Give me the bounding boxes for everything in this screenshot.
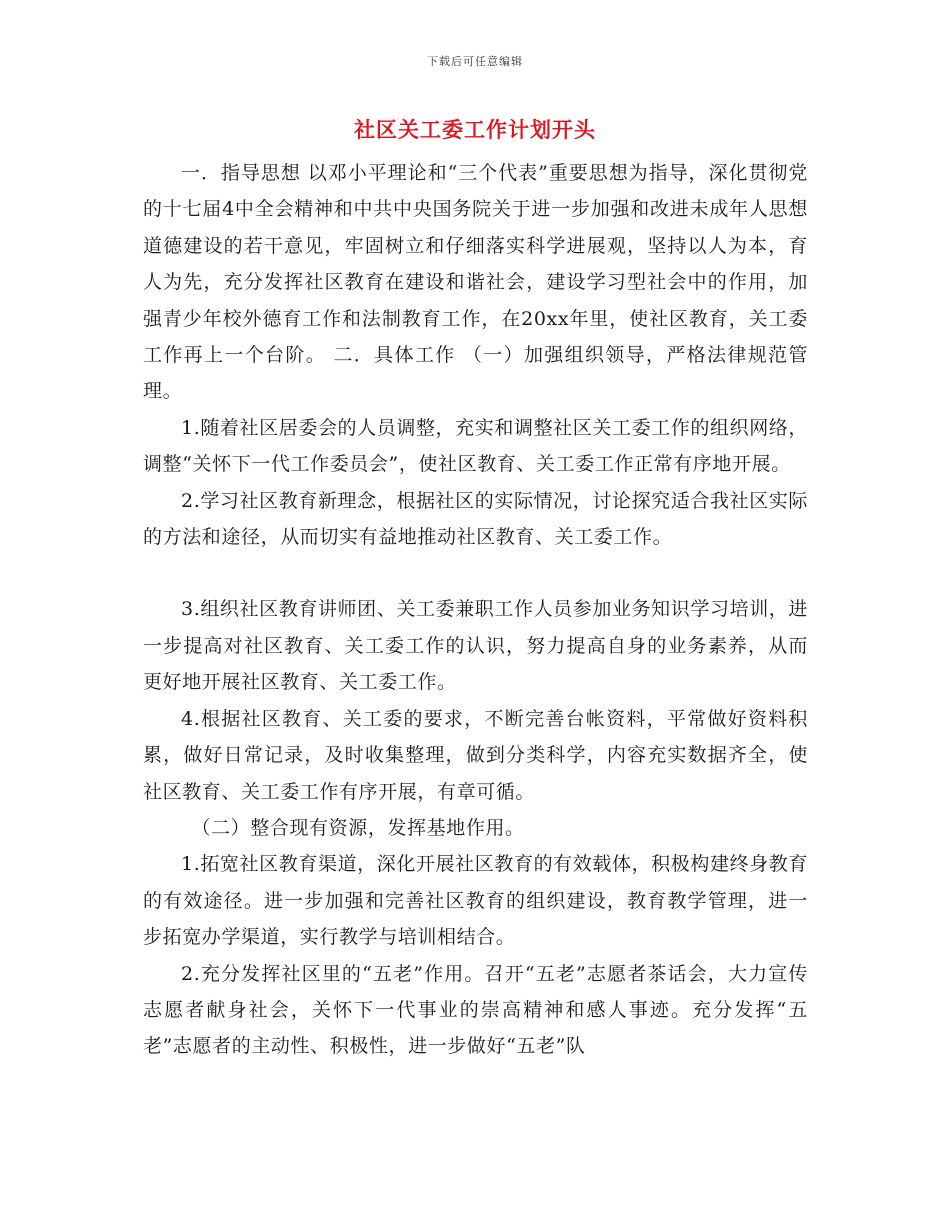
document-title: 社区关工委工作计划开头 <box>354 117 596 142</box>
paragraph-section-2-item-1: 1.拓宽社区教育渠道，深化开展社区教育的有效载体，积极构建终身教育的有效途径。进一步加强和完善社区教育的组织建设，教育教学管理，进一步拓宽办学渠道，实行教学与培训相结合。 <box>143 853 808 949</box>
paragraph-item-2: 2.学习社区教育新理念，根据社区的实际情况，讨论探究适合我社区实际的方法和途径，从而切实有益地推动社区教育、关工委工作。 <box>143 489 808 549</box>
paragraph-section-2-item-2: 2.充分发挥社区里的“五老”作用。召开“五老”志愿者茶话会，大力宣传志愿者献身社会，关怀下一代事业的崇高精神和感人事迹。充分发挥“五老”志愿者的主动性、积极性，进一步做好“五老”队 <box>143 962 808 1058</box>
paragraph-section-2-heading: （二）整合现有资源，发挥基地作用。 <box>191 816 525 839</box>
paragraph-guiding-ideology: 一．指导思想 以邓小平理论和“三个代表”重要思想为指导，深化贯彻党的十七届4中全会精神和中共中央国务院关于进一步加强和改进未成年人思想道德建设的若干意见，牢固树立和仔细落实科学进展观，坚持以人为本，育人为先，充分发挥社区教育在建设和谐社会，建设学习型社会中的作用，加强青少年校外德育工作和法制教育工作，在20xx年里，使社区教育，关工委工作再上一个台阶。 二．具体工作 （一）加强组织领导，严格法律规范管理。 <box>143 162 808 403</box>
paragraph-item-1: 1.随着社区居委会的人员调整，充实和调整社区关工委工作的组织网络，调整“关怀下一代工作委员会”，使社区教育、关工委工作正常有序地开展。 <box>143 416 808 476</box>
paragraph-item-3: 3.组织社区教育讲师团、关工委兼职工作人员参加业务知识学习培训，进一步提高对社区教育、关工委工作的认识，努力提高自身的业务素养，从而更好地开展社区教育、关工委工作。 <box>143 598 808 694</box>
document-body <box>143 155 808 1065</box>
paragraph-item-4: 4.根据社区教育、关工委的要求，不断完善台帐资料，平常做好资料积累，做好日常记录，及时收集整理，做到分类科学，内容充实数据齐全，使社区教育、关工委工作有序开展，有章可循。 <box>143 707 808 803</box>
page-header-note: 下载后可任意编辑 <box>427 55 523 68</box>
